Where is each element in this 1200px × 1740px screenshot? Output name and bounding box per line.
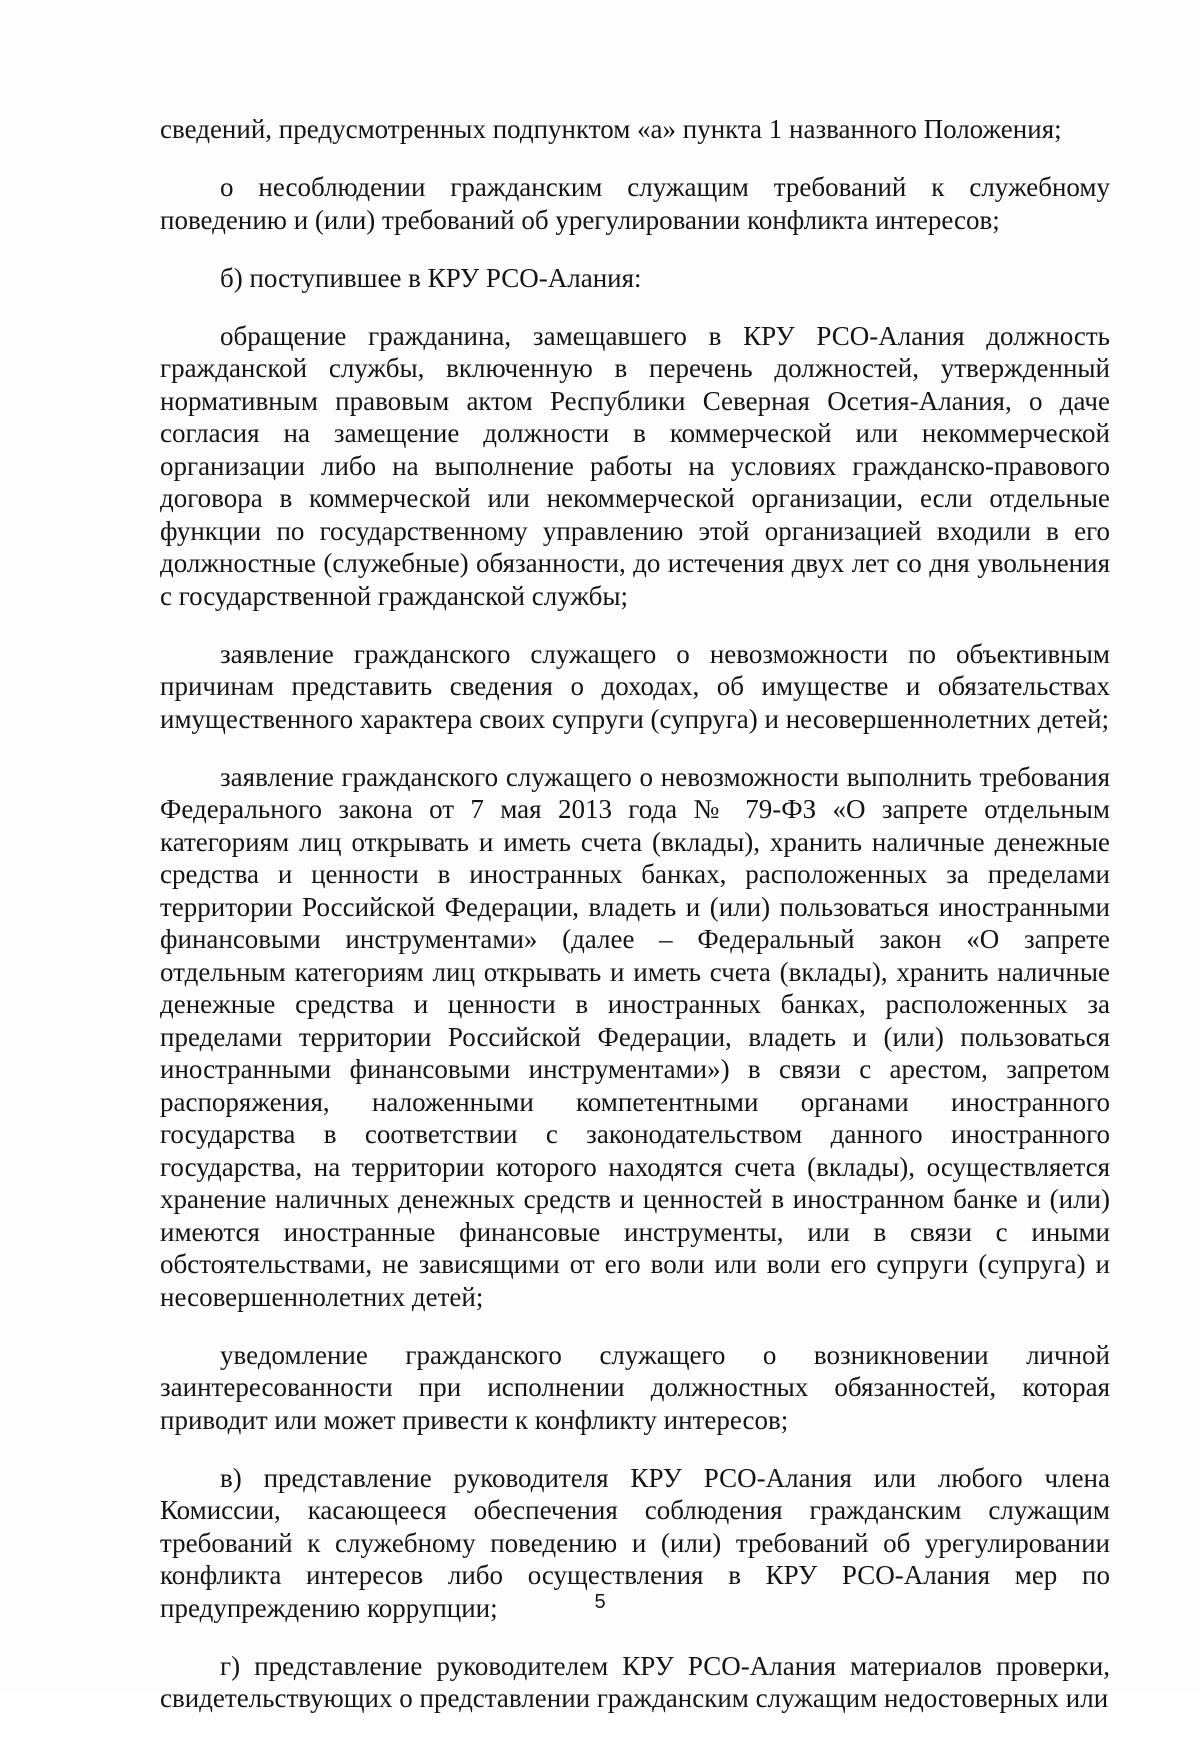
page-number: 5	[594, 1591, 606, 1613]
paragraph-citizen-appeal: обращение гражданина, замещавшего в КРУ РСО-Алания должность гражданской службы, включенную в перечень должностей, утвержденный нормативным правовым актом Республики Северная Осетия-Алания, о даче согласия на замещение должности в коммерческой или некоммерческой организации либо на выполнение работы на условиях гражданско-правового договора в коммерческой или некоммерческой организации, если отдельные функции по государственному управлению этой организацией входили в его должностные (служебные) обязанности, до истечения двух лет со дня увольнения с государственной гражданской службы;	[160, 320, 1110, 611]
paragraph-item-b: б) поступившее в КРУ РСО-Алания:	[220, 262, 642, 293]
paragraph-foreign-accounts: заявление гражданского служащего о невозможности выполнить требования Федерального закона от 7 мая 2013 года № 79-ФЗ «О запрете отдельным категориям лиц открывать и иметь счета (вклады), хранить наличные денежные средства и ценности в иностранных банках, расположенных за пределами территории Российской Федерации, владеть и (или) пользоваться иностранными финансовыми инструментами» (далее – Федеральный закон «О запрете отдельным категориям лиц открывать и иметь счета (вклады), хранить наличные денежные средства и ценности в иностранных банках, расположенных за пределами территории Российской Федерации, владеть и (или) пользоваться иностранными финансовыми инструментами») в связи с арестом, запретом распоряжения, наложенными компетентными органами иностранного государства в соответствии с законодательством данного иностранного государства, на территории которого находятся счета (вклады), осуществляется хранение наличных денежных средств и ценностей в иностранном банке и (или) имеются иностранные финансовые инструменты, или в связи с иными обстоятельствами, не зависящими от его воли или воли его супруги (супруга) и несовершеннолетних детей;	[160, 761, 1110, 1312]
document-body	[160, 113, 1110, 1740]
paragraph-nonobservance: о несоблюдении гражданским служащим требований к служебному поведению и (или) требований об урегулировании конфликта интересов;	[160, 172, 1110, 235]
paragraph-continuation: сведений, предусмотренных подпунктом «а» пункта 1 названного Положения;	[160, 114, 1062, 144]
paragraph-conflict-notice: уведомление гражданского служащего о возникновении личной заинтересованности при исполнении должностных обязанностей, которая приводит или может привести к конфликту интересов;	[160, 1339, 1110, 1435]
paragraph-item-g: г) представление руководителем КРУ РСО-Алания материалов проверки, свидетельствующих о представлении гражданским служащим недостоверных или	[160, 1650, 1110, 1713]
paragraph-income-statement: заявление гражданского служащего о невозможности по объективным причинам представить сведения о доходах, об имуществе и обязательствах имущественного характера своих супруги (супруга) и несовершеннолетних детей;	[160, 638, 1110, 734]
paragraph-item-v: в) представление руководителя КРУ РСО-Алания или любого члена Комиссии, касающееся обеспечения соблюдения гражданским служащим требований к служебному поведению и (или) требований об урегулировании конфликта интересов либо осуществления в КРУ РСО-Алания мер по предупреждению коррупции;	[160, 1462, 1110, 1623]
